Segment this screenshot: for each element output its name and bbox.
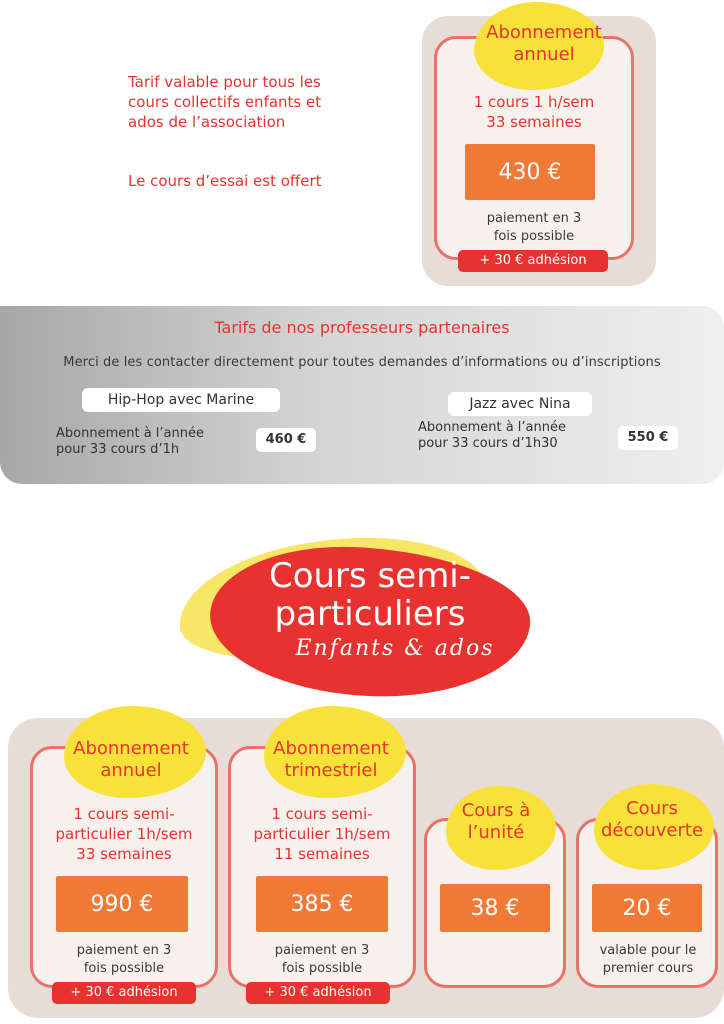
partners-subtitle: Merci de les contacter directement pour toutes demandes d’informations ou d’inscriptions: [63, 355, 661, 370]
annual-collective-payment-note: paiement en 3 fois possible: [486, 211, 582, 244]
semi-quarterly-price: 385 €: [256, 876, 388, 932]
partner-desc-hiphop: Abonnement à l’année pour 33 cours d’1h: [56, 426, 204, 457]
annual-collective-title: Abonnement annuel: [486, 22, 602, 65]
discovery-lesson-title: Cours découverte: [600, 798, 704, 841]
heading-line-1: Cours semi-: [268, 556, 472, 596]
semi-quarterly-desc: 1 cours semi- particulier 1h/sem 11 semaines: [253, 805, 391, 863]
semi-quarterly-payment-note: paiement en 3 fois possible: [274, 943, 370, 976]
semi-annual-payment-note: paiement en 3 fois possible: [76, 943, 172, 976]
annual-collective-desc: 1 cours 1 h/sem 33 semaines: [473, 93, 595, 131]
heading-line-2: particuliers: [274, 594, 466, 634]
partners-title: Tarifs de nos professeurs partenaires: [214, 318, 510, 337]
annual-collective-price: 430 €: [465, 144, 595, 200]
discovery-lesson-note: valable pour le premier cours: [599, 943, 697, 976]
single-lesson-title: Cours à l’unité: [461, 800, 531, 843]
partner-price-jazz: 550 €: [618, 426, 678, 450]
partner-desc-jazz: Abonnement à l’année pour 33 cours d’1h30: [418, 420, 566, 451]
partner-name-jazz: Jazz avec Nina: [448, 392, 592, 416]
trial-offer-text: Le cours d’essai est offert: [128, 172, 322, 190]
partner-price-hiphop: 460 €: [256, 428, 316, 452]
semi-annual-price: 990 €: [56, 876, 188, 932]
intro-text: [128, 72, 388, 132]
discovery-lesson-price: 20 €: [592, 884, 702, 932]
semi-quarterly-title: Abonnement trimestriel: [273, 738, 389, 781]
semi-annual-desc: 1 cours semi- particulier 1h/sem 33 semaines: [55, 805, 193, 863]
membership-fee-tag: + 30 € adhésion: [458, 250, 608, 272]
intro-line-3: ados de l’association: [128, 113, 286, 131]
intro-line-1: Tarif valable pour tous les: [128, 73, 321, 91]
membership-fee-tag: + 30 € adhésion: [52, 982, 196, 1004]
heading-script-subtitle: Enfants & ados: [295, 636, 495, 661]
semi-annual-title: Abonnement annuel: [73, 738, 189, 781]
intro-line-2: cours collectifs enfants et: [128, 93, 322, 111]
single-lesson-price: 38 €: [440, 884, 550, 932]
partner-name-hiphop: Hip-Hop avec Marine: [82, 388, 280, 412]
membership-fee-tag: + 30 € adhésion: [246, 982, 390, 1004]
